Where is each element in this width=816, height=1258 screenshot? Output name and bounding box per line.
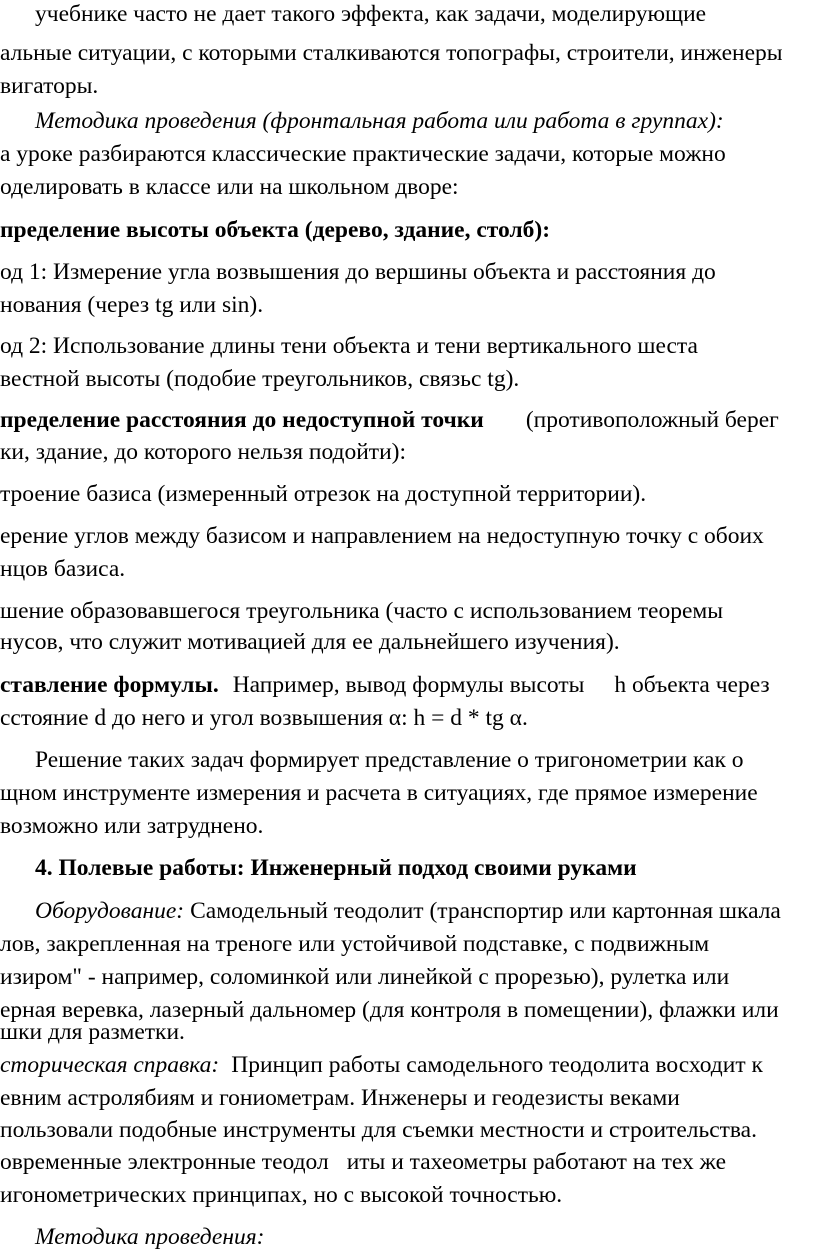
text-line: [0, 176, 459, 200]
text-line: [0, 42, 783, 66]
text-line: [0, 261, 716, 285]
text-run: пользовали подобные инструменты для съемки местности и строительства.: [0, 1117, 757, 1143]
text-line: [0, 525, 764, 549]
text-run: 4. Полевые работы: Инженерный подход своими руками: [35, 855, 637, 881]
text-line: [0, 368, 519, 392]
text-line: [0, 75, 98, 99]
text-run: од 2: Использование длины тени объекта и тени вертикального шеста: [0, 333, 698, 359]
text-run: шки для разметки.: [0, 1019, 185, 1045]
text-run: нования (через tg или sin).: [0, 292, 264, 318]
text-run: иты и тахеометры работают на тех же: [346, 1149, 727, 1175]
text-line: [0, 441, 406, 465]
text-run: h объекта через: [614, 672, 770, 698]
text-run: возможно или затруднено.: [0, 813, 264, 839]
text-line: [35, 3, 706, 27]
text-line: [0, 933, 709, 957]
text-line: [0, 409, 779, 433]
text-run: Принцип работы самодельного теодолита восходит к: [231, 1052, 763, 1078]
heading-distance: пределение расстояния до недоступной точки: [0, 407, 484, 433]
text-line: [0, 782, 758, 806]
text-run: ерная веревка, лазерный дальномер (для контроля в помещении), флажки или: [0, 997, 779, 1023]
text-line: [0, 707, 528, 731]
text-line: [0, 483, 646, 507]
text-line: [0, 815, 263, 839]
text-run: (противоположный берег: [525, 407, 779, 433]
text-line: [0, 631, 620, 655]
section-heading-fieldwork: [35, 857, 637, 881]
text-run: од 1: Измерение угла возвышения до вершины объекта и расстояния до: [0, 259, 716, 285]
text-run: ки, здание, до которого нельзя подойти):: [0, 439, 407, 465]
text-line: [0, 1184, 562, 1208]
text-run: сстояние d до него и угол возвышения α: h = d * tg α.: [0, 705, 528, 731]
text-run: Решение таких задач формирует представление о тригонометрии как о: [35, 747, 744, 773]
text-run: шение образовавшегося треугольника (часто с использованием теоремы: [0, 598, 724, 624]
text-run: евним астролябиям и гониометрам. Инженеры и геодезисты веками: [0, 1085, 680, 1111]
text-line: [0, 674, 770, 698]
text-run: нцов базиса.: [0, 556, 126, 582]
text-line: [0, 1021, 185, 1045]
text-line: [0, 143, 726, 167]
text-run: вигаторы.: [0, 73, 99, 99]
text-line: [35, 900, 781, 924]
text-run: альные ситуации, с которыми сталкиваются топографы, строители, инженеры: [0, 40, 783, 66]
text-line: [35, 110, 724, 134]
text-run: троение базиса (измеренный отрезок на доступной территории).: [0, 481, 647, 507]
label-history: сторическая справка:: [0, 1052, 220, 1078]
text-run: изиром" - например, соломинкой или линейкой с прорезью), рулетка или: [0, 964, 730, 990]
text-line: [0, 294, 263, 318]
text-line: [0, 558, 125, 582]
text-run: Методика проведения (фронтальная работа или работа в группах):: [35, 108, 724, 134]
text-run: овременные электронные теодол: [0, 1149, 329, 1175]
text-line: [0, 1119, 757, 1143]
heading-object-height: [0, 219, 550, 243]
text-run: Методика проведения:: [35, 1224, 265, 1250]
text-run: щном инструменте измерения и расчета в ситуациях, где прямое измерение: [0, 780, 758, 806]
text-line: [35, 749, 744, 773]
text-line: [0, 1087, 680, 1111]
text-run: игонометрических принципах, но с высокой точностью.: [0, 1182, 563, 1208]
text-run: а уроке разбираются классические практические задачи, которые можно: [0, 141, 726, 167]
text-run: Например, вывод формулы высоты: [232, 672, 585, 698]
text-line: [0, 600, 723, 624]
heading-formula: ставление формулы.: [0, 672, 219, 698]
text-line: [0, 335, 698, 359]
text-line: [0, 966, 729, 990]
text-line: [35, 1226, 265, 1250]
text-run: учебнике часто не дает такого эффекта, как задачи, моделирующие: [35, 1, 707, 27]
text-run: нусов, что служит мотивацией для ее дальнейшего изучения).: [0, 629, 620, 655]
text-run: вестной высоты (подобие треугольников, связьс tg).: [0, 366, 520, 392]
text-line: [0, 1151, 726, 1175]
text-run: ерение углов между базисом и направлением на недоступную точку с обоих: [0, 523, 764, 549]
text-run: пределение высоты объекта (дерево, здание, столб):: [0, 217, 551, 243]
text-line: [0, 1054, 763, 1078]
text-run: оделировать в классе или на школьном дворе:: [0, 174, 459, 200]
text-run: лов, закрепленная на треноге или устойчивой подставке, с подвижным: [0, 931, 710, 957]
label-equipment: Оборудование:: [35, 898, 185, 924]
text-run: Самодельный теодолит (транспортир или картонная шкала: [190, 898, 781, 924]
